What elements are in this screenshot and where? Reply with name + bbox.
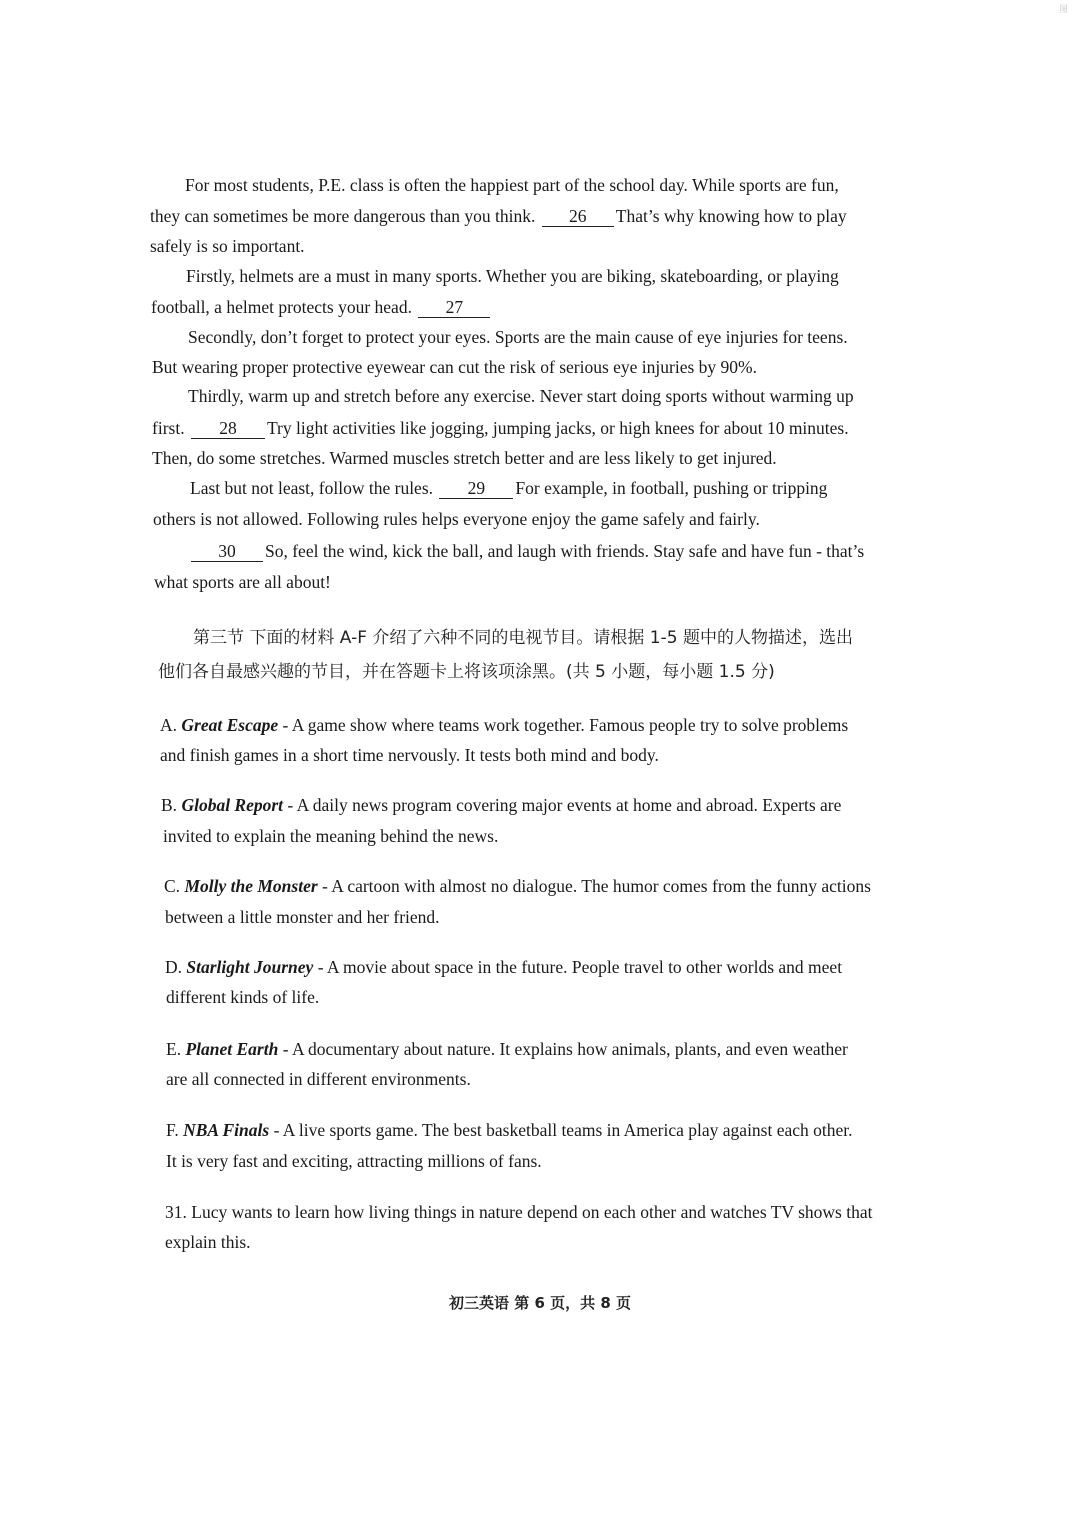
blank-number: 26	[569, 206, 587, 226]
passage-p1-line1: For most students, P.E. class is often the happiest part of the school day. While sports are fun,	[185, 175, 839, 195]
option-letter: E.	[166, 1039, 182, 1059]
option-desc: - A movie about space in the future. People travel to other worlds and meet	[313, 957, 843, 977]
option-d-line2: different kinds of life.	[166, 987, 320, 1007]
option-f-line1	[166, 1119, 853, 1141]
passage-p3-line2: But wearing proper protective eyewear can cut the risk of serious eye injuries by 90%.	[152, 357, 757, 377]
passage-p5-line2: others is not allowed. Following rules helps everyone enjoy the game safely and fairly.	[153, 509, 760, 529]
option-c-line2: between a little monster and her friend.	[165, 907, 440, 927]
blank-number: 30	[218, 541, 236, 561]
blank-27[interactable]	[418, 297, 490, 318]
passage-p5-line1	[190, 477, 827, 499]
option-desc: - A live sports game. The best basketball teams in America play against each other.	[269, 1120, 853, 1140]
option-letter: F.	[166, 1120, 179, 1140]
option-d-line1	[165, 956, 842, 978]
option-a-line2: and finish games in a short time nervously. It tests both mind and body.	[160, 745, 659, 765]
option-letter: B.	[161, 795, 178, 815]
passage-p4-line3: Then, do some stretches. Warmed muscles stretch better and are less likely to get injured.	[152, 448, 777, 468]
passage-p2-line1: Firstly, helmets are a must in many sports. Whether you are biking, skateboarding, or playing	[186, 266, 839, 286]
passage-p2-line2	[151, 296, 492, 318]
blank-29[interactable]	[439, 478, 513, 499]
blank-28[interactable]	[191, 418, 265, 439]
blank-30[interactable]	[191, 541, 263, 562]
passage-text: football, a helmet protects your head.	[151, 297, 412, 317]
blank-number: 27	[445, 297, 464, 317]
passage-p6-line2: what sports are all about!	[154, 572, 331, 592]
question-31-line2: explain this.	[165, 1232, 251, 1252]
question-31-line1: 31. Lucy wants to learn how living things in nature depend on each other and watches TV shows that	[165, 1202, 873, 1222]
passage-p1-line2	[150, 205, 847, 227]
page-footer: 初三英语 第 6 页，共 8 页	[449, 1294, 631, 1312]
blank-number: 29	[467, 478, 486, 498]
option-title: Global Report	[181, 795, 284, 815]
passage-p1-line3: safely is so important.	[150, 236, 305, 256]
section-3-line2: 他们各自最感兴趣的节目，并在答题卡上将该项涂黑。(共 5 小题，每小题 1.5 分)	[158, 662, 775, 682]
option-title: Great Escape	[181, 715, 279, 735]
passage-p6-line1	[191, 540, 864, 562]
option-a-line1	[160, 714, 848, 736]
blank-number: 28	[219, 418, 237, 438]
option-e-line2: are all connected in different environments.	[166, 1069, 471, 1089]
passage-text: Try light activities like jogging, jumping jacks, or high knees for about 10 minutes.	[266, 418, 849, 438]
option-title: Planet Earth	[185, 1039, 279, 1059]
option-b-line1	[161, 794, 841, 816]
passage-text: So, feel the wind, kick the ball, and laugh with friends. Stay safe and have fun - that’s	[265, 541, 865, 561]
passage-p4-line1: Thirdly, warm up and stretch before any exercise. Never start doing sports without warming up	[188, 386, 854, 406]
option-title: Molly the Monster	[184, 876, 318, 896]
passage-p4-line2	[152, 417, 849, 439]
passage-text: Last but not least, follow the rules.	[190, 478, 434, 498]
option-desc: - A daily news program covering major events at home and abroad. Experts are	[283, 795, 842, 815]
corner-watermark: 图	[1058, 5, 1068, 15]
passage-text: For example, in football, pushing or tripping	[515, 478, 828, 498]
passage-text: they can sometimes be more dangerous than you think.	[150, 206, 536, 226]
passage-text: That’s why knowing how to play	[615, 206, 847, 226]
option-desc: - A documentary about nature. It explains how animals, plants, and even weather	[278, 1039, 848, 1059]
passage-text: first.	[152, 418, 185, 438]
option-b-line2: invited to explain the meaning behind the news.	[163, 826, 499, 846]
option-letter: D.	[165, 957, 183, 977]
option-c-line1	[164, 875, 871, 897]
option-letter: A.	[160, 715, 178, 735]
option-desc: - A game show where teams work together. Famous people try to solve problems	[278, 715, 849, 735]
option-e-line1	[166, 1038, 848, 1060]
blank-26[interactable]	[542, 206, 614, 227]
option-f-line2: It is very fast and exciting, attracting millions of fans.	[166, 1151, 542, 1171]
option-desc: - A cartoon with almost no dialogue. The humor comes from the funny actions	[317, 876, 871, 896]
option-title: NBA Finals	[183, 1120, 270, 1140]
passage-p3-line1: Secondly, don’t forget to protect your eyes. Sports are the main cause of eye injuries for teens.	[188, 327, 848, 347]
option-letter: C.	[164, 876, 181, 896]
section-3-line1: 第三节 下面的材料 A-F 介绍了六种不同的电视节目。请根据 1-5 题中的人物描述，选出	[193, 628, 853, 648]
option-title: Starlight Journey	[186, 957, 314, 977]
